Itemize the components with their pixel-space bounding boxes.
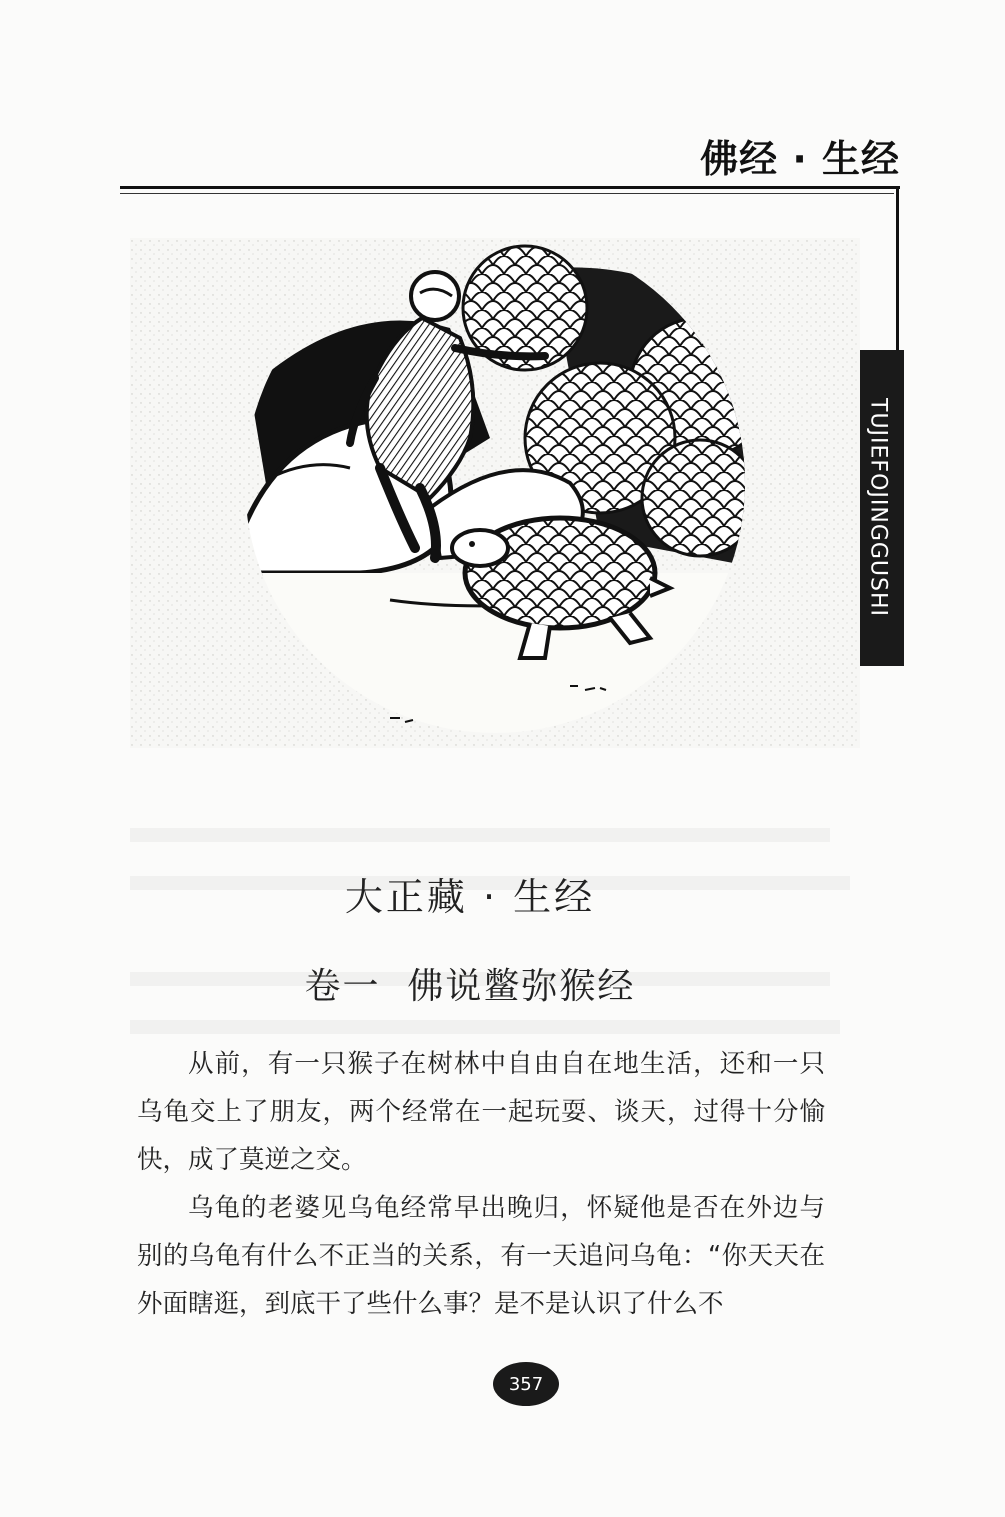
paragraph: 从前，有一只猴子在树林中自由自在地生活，还和一只乌龟交上了朋友，两个经常在一起玩耍、谈天，过得十分愉快，成了莫逆之交。 bbox=[137, 1049, 825, 1175]
header-rule-thin bbox=[120, 193, 894, 194]
page-number: 357 bbox=[508, 1373, 544, 1395]
header-rule-thick bbox=[120, 186, 900, 189]
chapter-title: 卷一 佛说鳖弥猴经 bbox=[304, 966, 636, 1007]
page-number-badge bbox=[493, 1362, 559, 1406]
body-text bbox=[137, 1040, 825, 1328]
paragraph: 乌龟的老婆见乌龟经常早出晚归，怀疑他是否在外边与别的乌龟有什么不正当的关系，有一天追问乌龟：“你天天在外面瞎逛，到底干了些什么事？是不是认识了什么不 bbox=[137, 1193, 825, 1319]
main-title: 大正藏 · 生经 bbox=[344, 875, 596, 919]
running-title: 佛经 · 生经 bbox=[700, 137, 900, 181]
header-rule-right bbox=[896, 186, 899, 351]
side-tab-label: TUJIEFOJINGGUSHI bbox=[865, 398, 891, 618]
woodcut-illustration bbox=[130, 238, 860, 748]
